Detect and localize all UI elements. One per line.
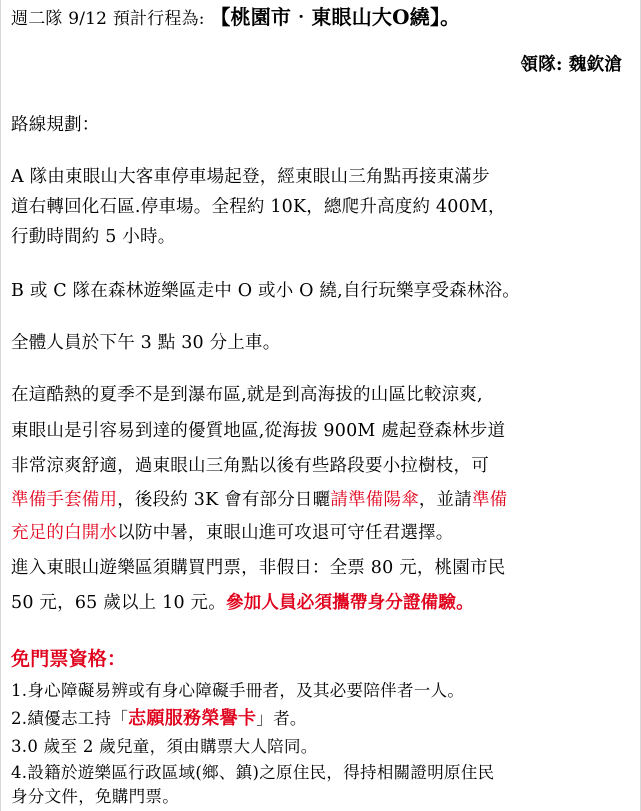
umbrella-tip: 請準備陽傘 <box>330 490 419 510</box>
volunteer-card-text: 志願服務榮譽卡 <box>128 708 257 729</box>
a-team-line-2: 道右轉回化石區.停車場。全程約 10K，總爬升高度約 400M， <box>11 197 506 217</box>
gloves-tip: 準備手套備用 <box>11 490 118 510</box>
id-required-notice: 參加人員必須攜帶身分證備驗。 <box>225 593 474 613</box>
free-ticket-heading <box>11 648 630 671</box>
notes-line-1: 在這酷熱的夏季不是到瀑布區,就是到高海拔的山區比較涼爽, <box>11 385 483 405</box>
trip-title-prefix: 週二隊 9/12 預計行程為: <box>11 9 211 29</box>
free-ticket-item-4-line-1: 4.設籍於遊樂區行政區域(鄉、鎮)之原住民，得持相關證明原住民 <box>11 763 495 782</box>
item2-suffix: 」者。 <box>256 709 307 728</box>
notes-line-2: 東眼山是引容易到達的優質地區,從海拔 900M 處起登森林步道 <box>11 421 506 441</box>
heatstroke-text: 以防中暑，東眼山進可攻退可守任君選擇。 <box>117 523 454 543</box>
free-ticket-item-3: 3.0 歲至 2 歲兒童，須由購票大人陪同。 <box>11 737 318 756</box>
ticket-price-text: 50 元，65 歲以上 10 元。 <box>11 593 226 613</box>
a-team-line-1: A 隊由東眼山大客車停車場起登，經東眼山三角點再接東滿步 <box>11 167 490 187</box>
ticket-price-line-1: 進入東眼山遊樂區須購買門票，非假日：全票 80 元，桃園市民 <box>11 558 506 578</box>
water-tip: 充足的白開水 <box>11 523 118 543</box>
free-ticket-heading-text: 免門票資格： <box>11 648 127 670</box>
route-heading: 路線規劃： <box>11 115 100 135</box>
a-team-line-3: 行動時間約 5 小時。 <box>11 227 176 247</box>
item2-prefix: 2.績優志工持「 <box>11 709 129 728</box>
free-ticket-item-2 <box>11 708 630 730</box>
notes-line-3: 非常涼爽舒適，過東眼山三角點以後有些路段要小拉樹枝，可 <box>11 456 489 476</box>
leader-name: 領隊: 魏欽滄 <box>520 55 622 75</box>
notes-line-4 <box>11 489 630 511</box>
and-please-text: ，並請 <box>418 490 472 510</box>
free-ticket-item-1: 1.身心障礙易辨或有身心障礙手冊者，及其必要陪伴者一人。 <box>11 681 465 700</box>
notes-line-5 <box>11 522 630 544</box>
trip-title <box>11 6 630 30</box>
prepare-text: 準備 <box>471 490 508 510</box>
ticket-price-line-2 <box>11 592 630 614</box>
free-ticket-item-4-line-2: 身分文件，免購門票。 <box>11 787 179 806</box>
trip-destination: 【桃園市‧東眼山大O繞】。 <box>210 5 461 29</box>
boarding-time-line: 全體人員於下午 3 點 30 分上車。 <box>11 333 281 353</box>
sun-segment-text: ，後段約 3K 會有部分日曬 <box>117 490 331 510</box>
bc-team-line: B 或 C 隊在森林遊樂區走中 O 或小 O 繞,自行玩樂享受森林浴。 <box>11 281 520 301</box>
